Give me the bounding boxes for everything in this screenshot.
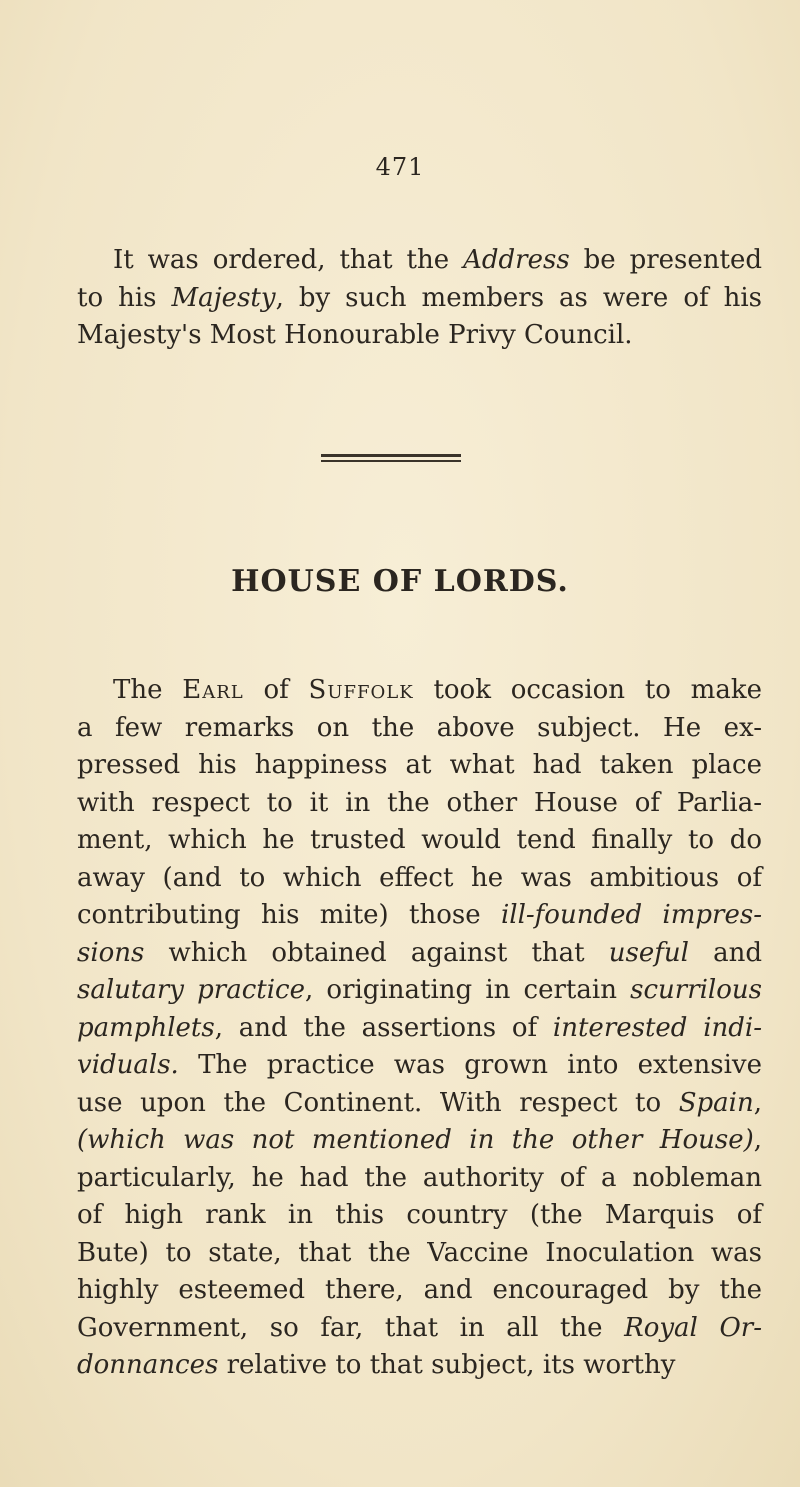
page-number: 471 (375, 153, 425, 181)
text-run: a few remarks on the above subject. He ex- (77, 712, 762, 743)
small-caps-run: Suffolk (308, 675, 414, 705)
italic-run: Royal Or- (624, 1312, 762, 1343)
text-line (77, 1197, 762, 1235)
text-run: of high rank in this country (the Marquis of (77, 1200, 762, 1230)
text-line (77, 1310, 762, 1348)
text-run: use upon the Continent. With respect to (77, 1087, 679, 1118)
text-run: contributing his mite) those (77, 900, 501, 930)
text-run: Bute) to state, that the Vaccine Inoculation was (77, 1237, 762, 1268)
text-run: , originating in certain (304, 975, 631, 1005)
text-line (77, 1010, 762, 1048)
italic-run: pamphlets (77, 1012, 215, 1043)
text-run: particularly, he had the authority of a nobleman (77, 1162, 762, 1193)
text-run: highly esteemed there, and encouraged by the (77, 1275, 762, 1305)
text-run: The (113, 675, 183, 705)
italic-run: Majesty (171, 282, 276, 313)
text-run: be presented (569, 245, 762, 275)
section-heading: HOUSE OF LORDS. (231, 564, 569, 599)
italic-run: scurrilous (630, 975, 762, 1005)
text-run: took occasion to make (413, 675, 762, 705)
text-run: of (243, 675, 309, 705)
text-run: and (688, 937, 762, 968)
italic-run: Address (463, 245, 570, 275)
order-paragraph (77, 242, 762, 355)
italic-run: useful (608, 937, 689, 968)
italic-run: donnances (77, 1350, 219, 1380)
text-line (77, 280, 762, 318)
text-line (77, 1160, 762, 1198)
italic-run: ill-founded impres- (500, 900, 762, 930)
text-line (77, 242, 762, 280)
debate-paragraph (77, 672, 762, 1385)
text-line (77, 747, 762, 785)
text-run: relative to that subject, its worthy (218, 1350, 676, 1380)
text-run: with respect to it in the other House of Parlia- (77, 787, 762, 818)
italic-run: salutary practice (77, 975, 305, 1005)
text-line (77, 672, 762, 710)
text-run: which obtained against that (144, 937, 609, 968)
text-run: away (and to which effect he was ambitious of (77, 862, 762, 893)
text-line (77, 860, 762, 898)
section-divider-thin (321, 460, 461, 462)
text-line (77, 1235, 762, 1273)
text-line (77, 1272, 762, 1310)
text-line (77, 710, 762, 748)
text-line (77, 1347, 762, 1385)
text-run: It was ordered, that the (113, 245, 464, 275)
italic-run: Spain (678, 1087, 754, 1118)
section-divider-thick (321, 454, 461, 457)
text-line (77, 972, 762, 1010)
italic-run: interested indi- (552, 1012, 762, 1043)
text-line (77, 1085, 762, 1123)
text-run: pressed his happiness at what had taken place (77, 750, 762, 780)
text-run: ment, which he trusted would tend finally to do (77, 825, 762, 855)
text-line (77, 1122, 762, 1160)
text-run: , (753, 1125, 762, 1155)
text-line (77, 1047, 762, 1085)
text-run: The practice was grown into extensive (178, 1050, 762, 1080)
text-run: Majesty's Most Honourable Privy Council. (77, 320, 633, 350)
small-caps-run: Earl (182, 675, 244, 705)
text-line (77, 897, 762, 935)
text-run: Government, so far, that in all the (77, 1312, 625, 1343)
text-line (77, 935, 762, 973)
italic-run: sions (77, 937, 145, 968)
text-line (77, 822, 762, 860)
italic-run: (which was not mentioned in the other House) (77, 1125, 754, 1155)
text-run: , (753, 1087, 762, 1118)
text-line (77, 785, 762, 823)
text-run: , by such members as were of his (275, 282, 762, 313)
text-run: to his (77, 282, 172, 313)
text-run: , and the assertions of (214, 1012, 553, 1043)
italic-run: viduals. (77, 1050, 179, 1080)
text-line (77, 317, 762, 355)
